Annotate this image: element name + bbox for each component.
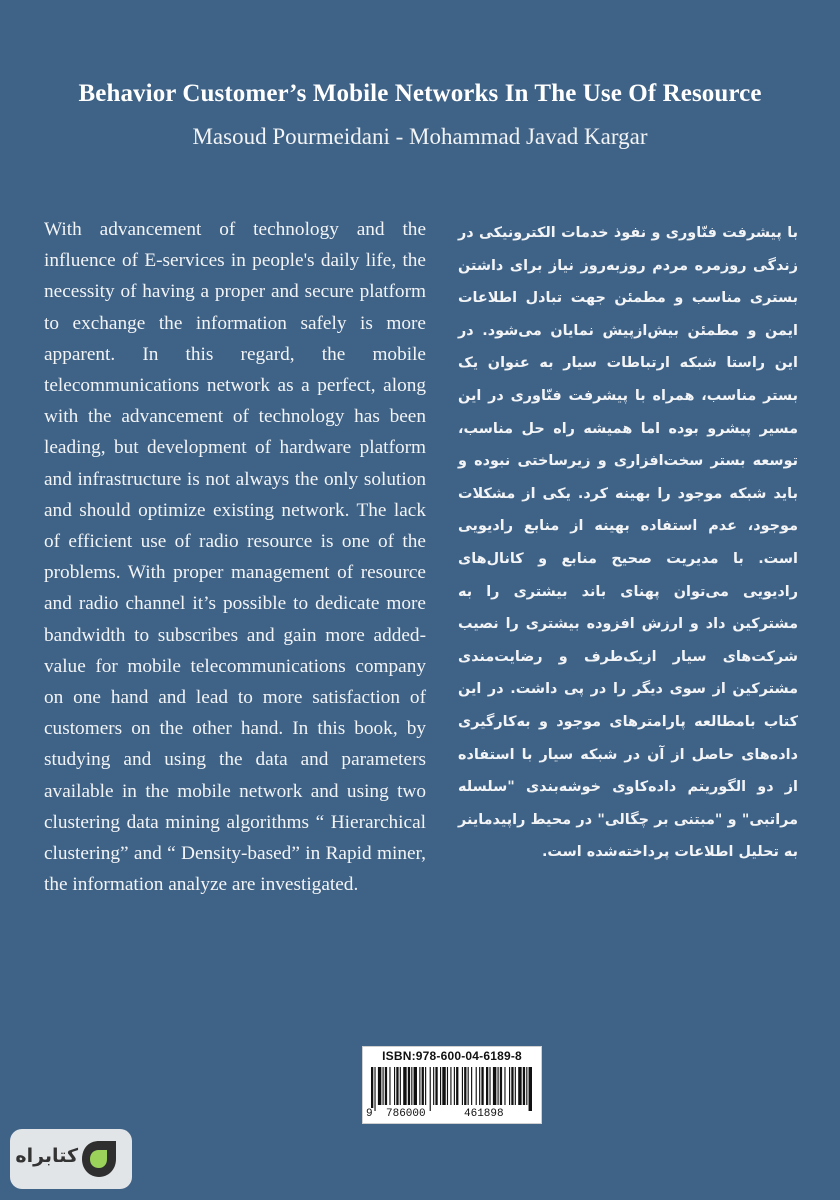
barcode-digits-right: 461898 — [464, 1108, 504, 1120]
barcode-bar — [394, 1067, 395, 1105]
barcode-bar — [526, 1067, 527, 1105]
barcode-bar — [468, 1067, 469, 1105]
ketabrah-logo — [10, 1129, 132, 1189]
barcode-bar — [489, 1067, 490, 1105]
barcode-bar — [425, 1067, 426, 1105]
barcode-bar — [442, 1067, 445, 1105]
barcode-bar — [464, 1067, 466, 1105]
barcode-digit-lead: 9 — [366, 1108, 373, 1120]
barcode-bar — [447, 1067, 448, 1105]
book-authors: Masoud Pourmeidani - Mohammad Javad Kargar — [192, 124, 648, 149]
barcode-bar — [481, 1067, 483, 1105]
barcode-bar — [471, 1067, 472, 1105]
barcode-bar — [414, 1067, 417, 1105]
barcode-bar — [422, 1067, 424, 1105]
barcode-bar — [504, 1067, 505, 1105]
barcode-bar — [498, 1067, 499, 1105]
barcode-bar — [493, 1067, 496, 1105]
barcode-bar — [433, 1067, 434, 1105]
barcode-bar — [456, 1067, 458, 1105]
barcode-bar — [408, 1067, 410, 1105]
barcode-bar — [440, 1067, 441, 1105]
barcode-bar — [374, 1067, 375, 1111]
barcode-bar — [454, 1067, 455, 1105]
ketabrah-logo-icon — [80, 1139, 118, 1179]
barcode-bar — [518, 1067, 521, 1105]
barcode-bar — [389, 1067, 390, 1105]
barcode-bar — [435, 1067, 437, 1105]
isbn-label: ISBN:978-600-04-6189-8 — [382, 1049, 522, 1063]
barcode-bar — [400, 1067, 401, 1105]
barcode-digits-left: 786000 — [386, 1108, 426, 1120]
barcode-bar — [419, 1067, 420, 1105]
barcode-bar — [371, 1067, 373, 1111]
barcode-bar — [523, 1067, 525, 1105]
book-title: Behavior Customer’s Mobile Networks In The Use Of Resource — [78, 80, 762, 107]
barcode-bar — [450, 1067, 451, 1105]
barcode-bar — [479, 1067, 480, 1105]
abstract-persian: با پیشرفت فنّاوری و نفوذ خدمات الکترونیکی در زندگی روزمره مردم روزبه‌روز نیاز برای داشتن بستری مناسب و مطمئن جهت تبادل اطلاعات ایمن و مطمئن بیش‌ازپیش نمایان می‌شود. در این راستا شبکه ارتباطات سیار به عنوان یک بستر مناسب، همراه با پیشرفت فنّاوری در این مسیر پیشرو بوده اما همیشه راه حل مناسب، توسعه بستر سخت‌افزاری و زیرساختی نبوده و باید شبکه موجود را بهینه کرد. یکی از مشکلات موجود، عدم استفاده بهینه از منابع رادیویی است. با مدیریت صحیح منابع و کانال‌های رادیویی می‌توان پهنای باند بیشتری را به مشترکین داد و ارزش افزوده بیشتری را نصیب شرکت‌های سیار ازیک‌طرف و رضایت‌مندی مشترکین از سوی دیگر را در پی داشت. در این کتاب بامطالعه پارامترهای موجود و به‌کارگیری داده‌های حاصل از آن در شبکه سیار با استفاده از دو الگوریتم داده‌کاوی خوشه‌بندی "سلسله مراتبی" و "مبتنی بر چگالی" در محیط راپیدماینر به تحلیل اطلاعات پرداخته‌شده است. — [458, 225, 798, 861]
barcode-bar — [509, 1067, 510, 1105]
barcode-bar — [378, 1067, 381, 1105]
barcode-bar — [396, 1067, 398, 1105]
barcode-bar — [430, 1067, 431, 1111]
barcode-bar — [515, 1067, 516, 1105]
barcode-bar — [529, 1067, 532, 1111]
barcode-bar — [403, 1067, 406, 1105]
barcode-bar — [486, 1067, 488, 1105]
barcode-bar — [411, 1067, 412, 1105]
barcode-bar — [476, 1067, 477, 1105]
barcode-bars — [369, 1067, 535, 1111]
isbn-barcode — [362, 1046, 542, 1124]
barcode-bar — [462, 1067, 463, 1105]
abstract-english: With advancement of technology and the influence of E-services in people's daily life, the necessity of having a proper and secure platform to exchange the information safely is more apparent. In this regard, the mobile telecommunications network as a perfect, along with the advancement of technology has been leading, but development of hardware platform and infrastructure is not always the only solution and should optimize existing network. The lack of efficient use of radio resource is one of the problems. With proper management of resource and radio channel it’s possible to dedicate more bandwidth to subscribes and gain more added-value for mobile telecommunications company on one hand and lead to more satisfaction of customers on the other hand. In this book, by studying and using the data and parameters available in the mobile network and using two clustering data mining algorithms “ Hierarchical clustering” and “ Density-based” in Rapid miner, the information analyze are investigated. — [44, 219, 426, 896]
barcode-bar — [511, 1067, 513, 1105]
barcode-bar — [385, 1067, 387, 1105]
barcode-bar — [500, 1067, 502, 1105]
barcode-bar — [383, 1067, 384, 1105]
logo-text: کتابراه — [15, 1145, 78, 1167]
